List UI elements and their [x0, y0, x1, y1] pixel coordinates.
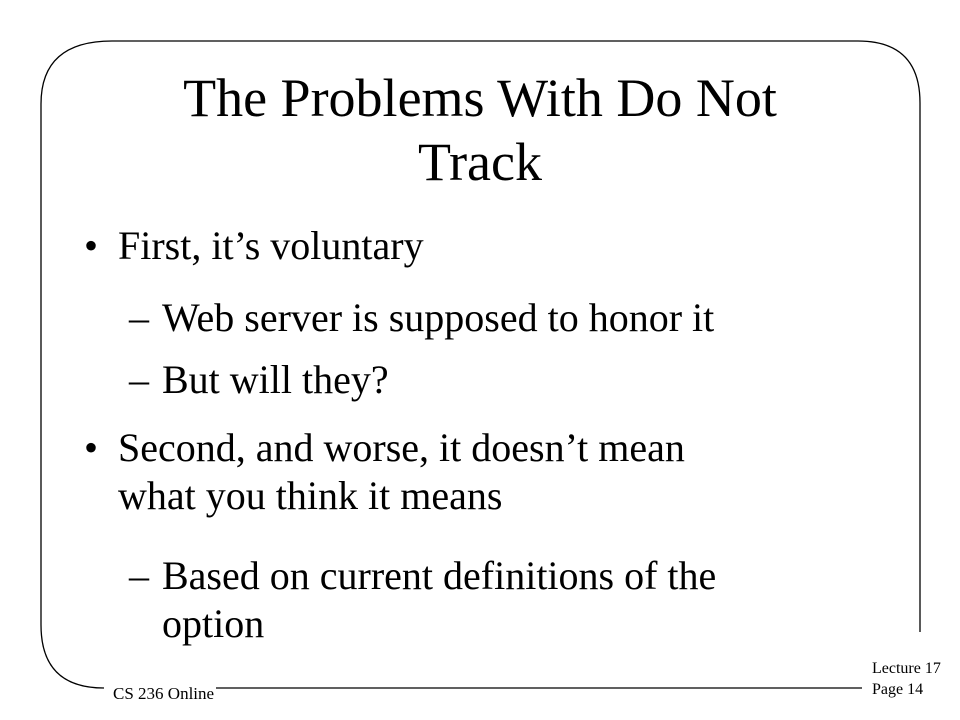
sub-bullet-item [129, 356, 389, 404]
lecture-page-label [872, 658, 941, 700]
bullet-item [84, 222, 424, 270]
bullet-text: what you think it means [118, 473, 503, 518]
bullet-item [84, 424, 685, 520]
slide-title-line-1: The Problems With Do Not [183, 68, 777, 128]
bullet-text: First, it’s voluntary [118, 223, 424, 268]
bullet-text: Second, and worse, it doesn’t mean [118, 425, 685, 470]
bullet-text: option [162, 601, 265, 646]
bullet-text: Based on current definitions of the [162, 553, 717, 598]
slide-title-line-2: Track [417, 132, 542, 192]
dash-marker: – [129, 295, 149, 340]
sub-bullet-item [129, 552, 717, 648]
bullet-text: But will they? [162, 357, 389, 402]
lecture-number: Lecture 17 [872, 660, 941, 677]
sub-bullet-item [129, 294, 715, 342]
bullet-marker: • [84, 223, 99, 268]
bullet-text: Web server is supposed to honor it [162, 295, 715, 340]
dash-marker: – [129, 553, 149, 598]
dash-marker: – [129, 357, 149, 402]
bullet-marker: • [84, 425, 99, 470]
course-label: CS 236 Online [113, 684, 215, 703]
page-number: Page 14 [872, 681, 924, 698]
